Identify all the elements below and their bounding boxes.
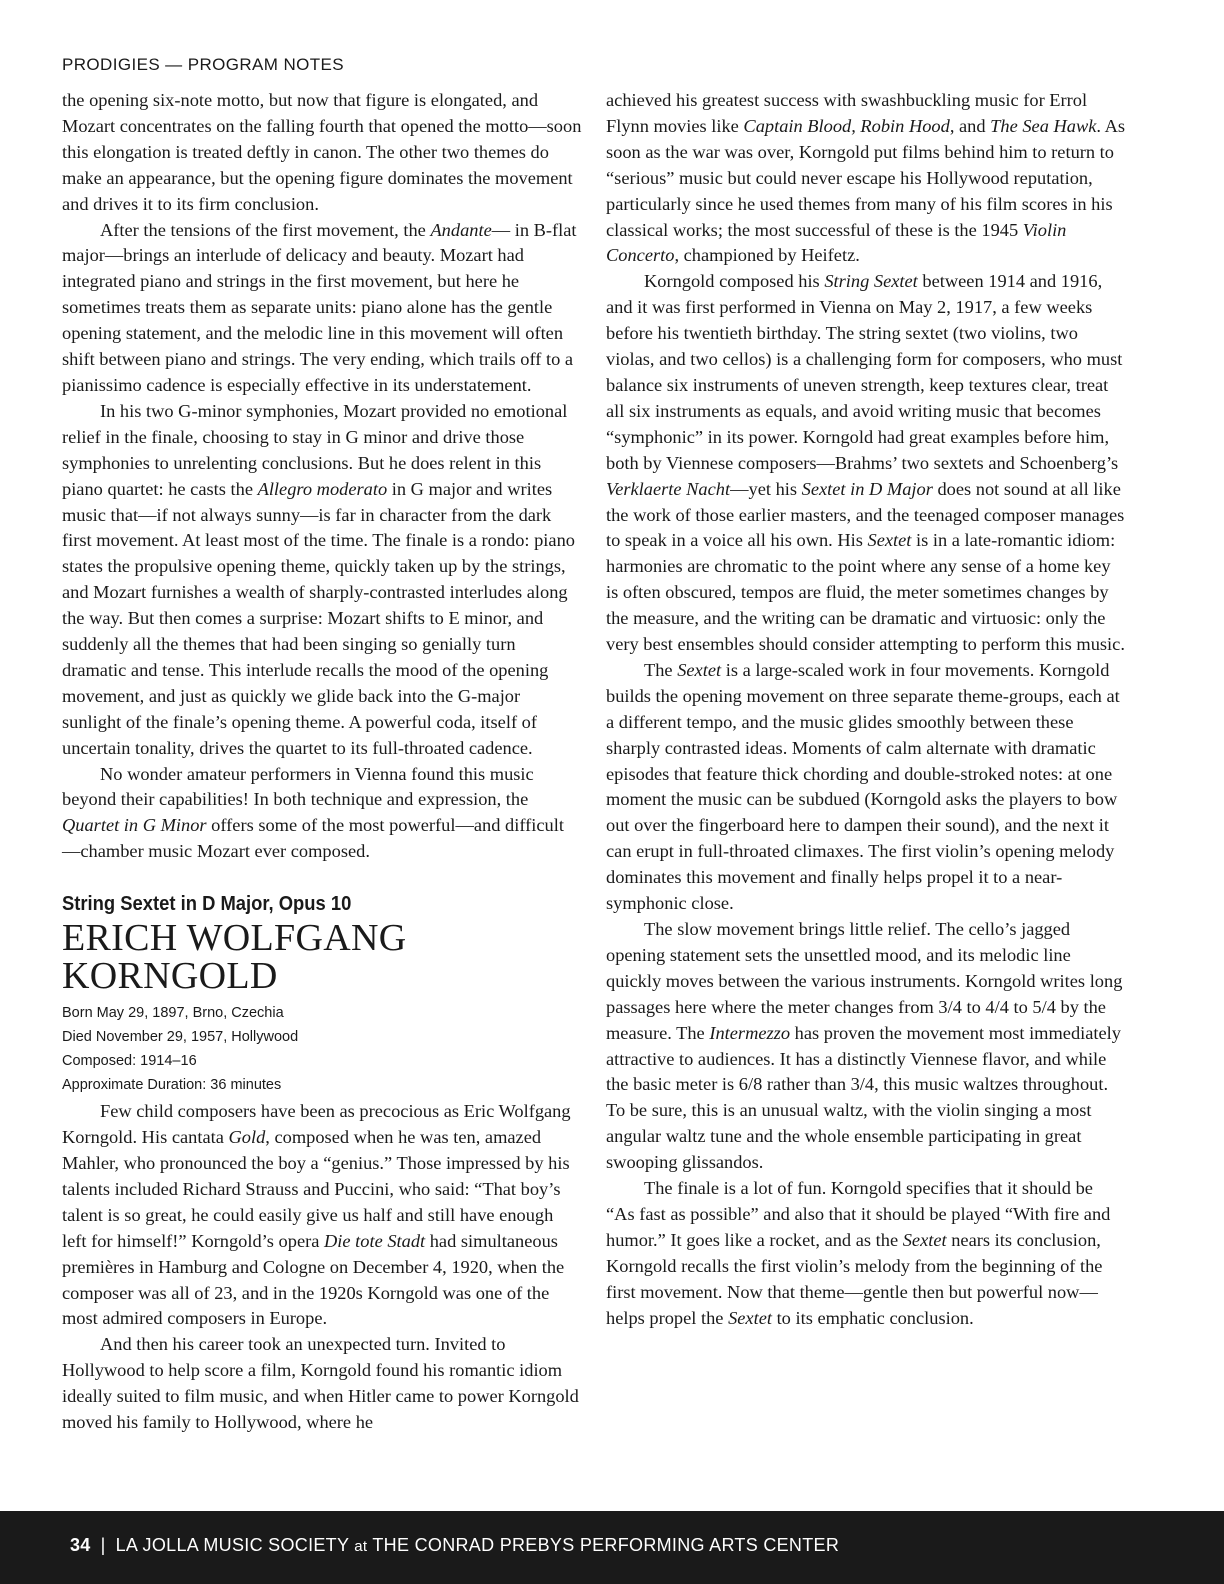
piece-title: String Sextet in D Major, Opus 10 xyxy=(62,893,352,916)
right-paragraph-5: The finale is a lot of fun. Korngold specifies that it should be “As fast as possible” and also that it should be played “With fire and humor.” It goes like a rocket, and as the Sextet nears its conclusion, Korngold recalls the first violin’s melody from the beginning of the first movement. Now that theme—gentle then but powerful now—helps propel the Sextet to its emphatic conclusion. xyxy=(606,1178,1111,1328)
footer-separator: | xyxy=(100,1535,106,1555)
right-column xyxy=(606,88,1126,1332)
right-paragraph-3: The Sextet is a large-scaled work in four movements. Korngold builds the opening movement on three separate theme-groups, each at a different tempo, and the music glides smoothly between these sharply contrasted ideas. Moments of calm alternate with dramatic episodes that feature thick chording and double-stroked notes: at one moment the music can be subdued (Korngold asks the players to bow out over the fingerboard here to dampen their sound), and the next it can erupt in full-throated climaxes. The first violin’s opening melody dominates this movement and finally helps propel it to a near-symphonic close. xyxy=(606,659,1120,914)
left-paragraph-2: After the tensions of the first movement, the Andante— in B-flat major—brings an interlude of delicacy and beauty. Mozart had integrated piano and strings in the first movement, but here he sometimes treats them as separate units: piano alone has the gentle opening statement, and the melodic line in this movement will often shift between piano and strings. The very ending, which trails off to a pianissimo cadence is especially effective in its understatement. xyxy=(62,219,577,395)
composer-name-line-1: ERICH WOLFGANG xyxy=(62,917,407,960)
composed-line: Composed: 1914–16 xyxy=(62,1053,197,1070)
footer-text xyxy=(70,1535,839,1556)
composer-meta xyxy=(62,1001,582,1097)
footer-bar xyxy=(0,1511,1224,1584)
composer-name-line-2: KORNGOLD xyxy=(62,955,278,998)
born-line: Born May 29, 1897, Brno, Czechia xyxy=(62,1005,284,1022)
right-paragraph-1: achieved his greatest success with swashbuckling music for Errol Flynn movies like Captain Blood, Robin Hood, and The Sea Hawk. As soon as the war was over, Korngold put films behind him to return to “serious” music but could never escape his Hollywood reputation, particularly since he used themes from many of his film scores in his classical works; the most successful of these is the 1945 Violin Concerto, championed by Heifetz. xyxy=(606,90,1126,266)
right-paragraph-4: The slow movement brings little relief. The cello’s jagged opening statement sets the unsettled mood, and its melodic line quickly moves between the various instruments. Korngold writes long passages here where the meter changes from 3/4 to 4/4 to 5/4 by the measure. The Intermezzo has proven the movement most immediately attractive to audiences. It has a distinctly Viennese flavor, and while the basic meter is 6/8 rather than 3/4, this music waltzes throughout. To be sure, this is an unusual waltz, with the violin singing a most angular waltz tune and the whole ensemble participating in great swooping glissandos. xyxy=(606,919,1123,1173)
died-line: Died November 29, 1957, Hollywood xyxy=(62,1029,299,1046)
page-number: 34 xyxy=(70,1535,91,1555)
left-paragraph-3: In his two G-minor symphonies, Mozart provided no emotional relief in the finale, choosing to stay in G minor and drive those symphonies to unrelenting conclusions. But he does relent in this piano quartet: he casts the Allegro moderato in G major and writes music that—if not always sunny—is far in character from the dark first movement. At least most of the time. The finale is a rondo: piano states the propulsive opening theme, quickly taken up by the strings, and Mozart furnishes a wealth of sharply-contrasted interludes along the way. But then comes a surprise: Mozart shifts to E minor, and suddenly all the themes that had been singing so genially turn dramatic and tense. This interlude recalls the mood of the opening movement, and just as quickly we glide back into the G-major sunlight of the finale’s opening theme. A powerful coda, itself of uncertain tonality, drives the quartet to its full-throated cadence. xyxy=(62,400,575,758)
left-paragraph-4: No wonder amateur performers in Vienna found this music beyond their capabilities! In both technique and expression, the Quartet in G Minor offers some of the most powerful—and difficult—chamber music Mozart ever composed. xyxy=(62,763,564,862)
duration-line: Approximate Duration: 36 minutes xyxy=(62,1077,282,1094)
right-paragraph-2: Korngold composed his String Sextet between 1914 and 1916, and it was first performed in Vienna on May 2, 1917, a few weeks before his twentieth birthday. The string sextet (two violins, two violas, and two cellos) is a challenging form for composers, who must balance six instruments of uneven strength, keep textures clear, treat all six instruments as equals, and avoid writing music that becomes “symphonic” in its power. Korngold had great examples before him, both by Viennese composers—Brahms’ two sextets and Schoenberg’s Verklaerte Nacht—yet his Sextet in D Major does not sound at all like the work of those earlier masters, and the teenaged composer manages to speak in a voice all his own. His Sextet is in a late-romantic idiom: harmonies are chromatic to the point where any sense of a home key is often obscured, tempos are fluid, the meter sometimes changes by the measure, and the writing can be dramatic and virtuosic: only the very best ensembles should consider attempting to perform this music. xyxy=(606,271,1125,655)
left-column xyxy=(62,88,582,1436)
at-word: at xyxy=(354,1538,368,1555)
left-paragraph-5: Few child composers have been as precocious as Eric Wolfgang Korngold. His cantata Gold, composed when he was ten, amazed Mahler, who pronounced the boy a “genius.” Those impressed by his talents included Richard Strauss and Puccini, who said: “That boy’s talent is so great, he could easily give us half and still have enough left for himself!” Korngold’s opera Die tote Stadt had simultaneous premières in Hamburg and Cologne on December 4, 1920, when the composer was all of 23, and in the 1920s Korngold was one of the most admired composers in Europe. xyxy=(62,1101,571,1329)
left-paragraph-6: And then his career took an unexpected turn. Invited to Hollywood to help score a film, Korngold found his romantic idiom ideally suited to film music, and when Hitler came to power Korngold moved his family to Hollywood, where he xyxy=(62,1334,579,1433)
org-name: LA JOLLA MUSIC SOCIETY xyxy=(115,1535,349,1555)
venue-name: THE CONRAD PREBYS PERFORMING ARTS CENTER xyxy=(372,1535,840,1555)
running-head: PRODIGIES — PROGRAM NOTES xyxy=(62,55,345,74)
composer-name xyxy=(62,917,582,998)
left-paragraph-1: the opening six-note motto, but now that figure is elongated, and Mozart concentrates on the falling fourth that opened the motto—soon this elongation is treated deftly in canon. The other two themes do make an appearance, but the opening figure dominates the movement and drives it to its firm conclusion. xyxy=(62,90,582,214)
